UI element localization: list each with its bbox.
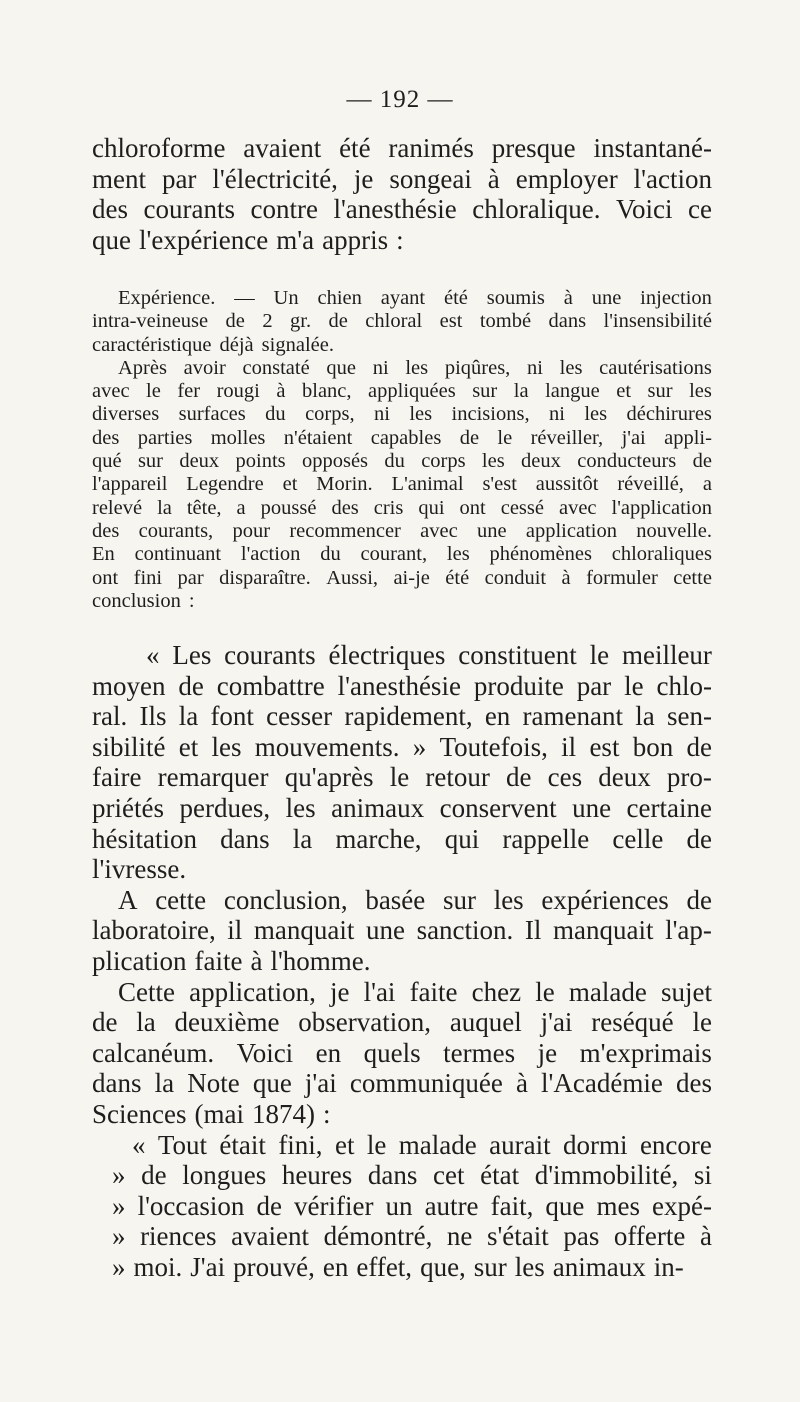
text-line: ont fini par disparaître. Aussi, ai-je été conduit à formuler cette bbox=[92, 566, 712, 589]
text-line: Cette application, je l'ai faite chez le malade sujet bbox=[118, 976, 712, 1007]
text-line: des courants contre l'anesthésie chloralique. Voici ce bbox=[92, 194, 712, 225]
text-line: laboratoire, il manquait une sanction. Il manquait l'ap- bbox=[92, 915, 712, 946]
text-line: ral. Ils la font cesser rapidement, en ramenant la sen- bbox=[92, 701, 712, 732]
text-line: diverses surfaces du corps, ni les incisions, ni les déchirures bbox=[92, 403, 712, 426]
text-line: intra-veineuse de 2 gr. de chloral est tombé dans l'insensibilité bbox=[92, 310, 712, 333]
text-line: calcanéum. Voici en quels termes je m'exprimais bbox=[92, 1037, 712, 1068]
text-line: » riences avaient démontré, ne s'était pas offerte à bbox=[112, 1221, 712, 1252]
text-line: que l'expérience m'a appris : bbox=[92, 224, 404, 255]
text-line: priétés perdues, les animaux conservent une certaine bbox=[92, 792, 712, 823]
page-number: — 192 — bbox=[346, 86, 454, 113]
text-line: l'appareil Legendre et Morin. L'animal s'est aussitôt réveillé, a bbox=[92, 473, 712, 496]
text-line: Après avoir constaté que ni les piqûres, ni les cautérisations bbox=[118, 356, 712, 379]
text-line: A cette conclusion, basée sur les expériences de bbox=[118, 884, 712, 915]
text-line: sibilité et les mouvements. » Toutefois, il est bon de bbox=[92, 731, 712, 762]
text-line: qué sur deux points opposés du corps les deux conducteurs de bbox=[92, 450, 712, 473]
text-line: caractéristique déjà signalée. bbox=[92, 333, 334, 356]
text-line: En continuant l'action du courant, les phénomènes chloraliques bbox=[92, 543, 712, 566]
text-line: moyen de combattre l'anesthésie produite par le chlo- bbox=[92, 670, 712, 701]
text-line: » de longues heures dans cet état d'immobilité, si bbox=[112, 1160, 712, 1191]
text-line: faire remarquer qu'après le retour de ces deux pro- bbox=[92, 762, 712, 793]
text-line: relevé la tête, a poussé des cris qui ont cessé avec l'application bbox=[92, 496, 712, 519]
text-line: des parties molles n'étaient capables de le réveiller, j'ai appli- bbox=[92, 426, 712, 449]
text-line: dans la Note que j'ai communiquée à l'Académie des bbox=[92, 1068, 712, 1099]
text-line: plication faite à l'homme. bbox=[92, 945, 371, 976]
experience-paragraph bbox=[92, 287, 712, 613]
text-line: l'ivresse. bbox=[92, 854, 187, 885]
text-line: « Tout était fini, et le malade aurait dormi encore bbox=[132, 1129, 712, 1160]
main-text bbox=[92, 640, 712, 1282]
text-line: « Les courants électriques constituent le meilleur bbox=[146, 640, 712, 670]
text-line: conclusion : bbox=[92, 589, 195, 612]
text-line: » moi. J'ai prouvé, en effet, que, sur les animaux in- bbox=[112, 1251, 684, 1282]
intro-paragraph bbox=[92, 133, 712, 255]
text-line: » l'occasion de vérifier un autre fait, que mes expé- bbox=[112, 1190, 712, 1221]
text-line: ment par l'électricité, je songeai à employer l'action bbox=[92, 163, 712, 194]
text-line: de la deuxième observation, auquel j'ai reséqué le bbox=[92, 1007, 712, 1038]
text-line: Expérience. — Un chien ayant été soumis à une injection bbox=[118, 287, 712, 309]
text-line: Sciences (mai 1874) : bbox=[92, 1098, 331, 1129]
text-line: chloroforme avaient été ranimés presque instantané- bbox=[92, 133, 712, 163]
text-line: avec le fer rougi à blanc, appliquées sur la langue et sur les bbox=[92, 380, 712, 403]
text-line: hésitation dans la marche, qui rappelle celle de bbox=[92, 823, 712, 854]
text-line: des courants, pour recommencer avec une application nouvelle. bbox=[92, 519, 712, 542]
